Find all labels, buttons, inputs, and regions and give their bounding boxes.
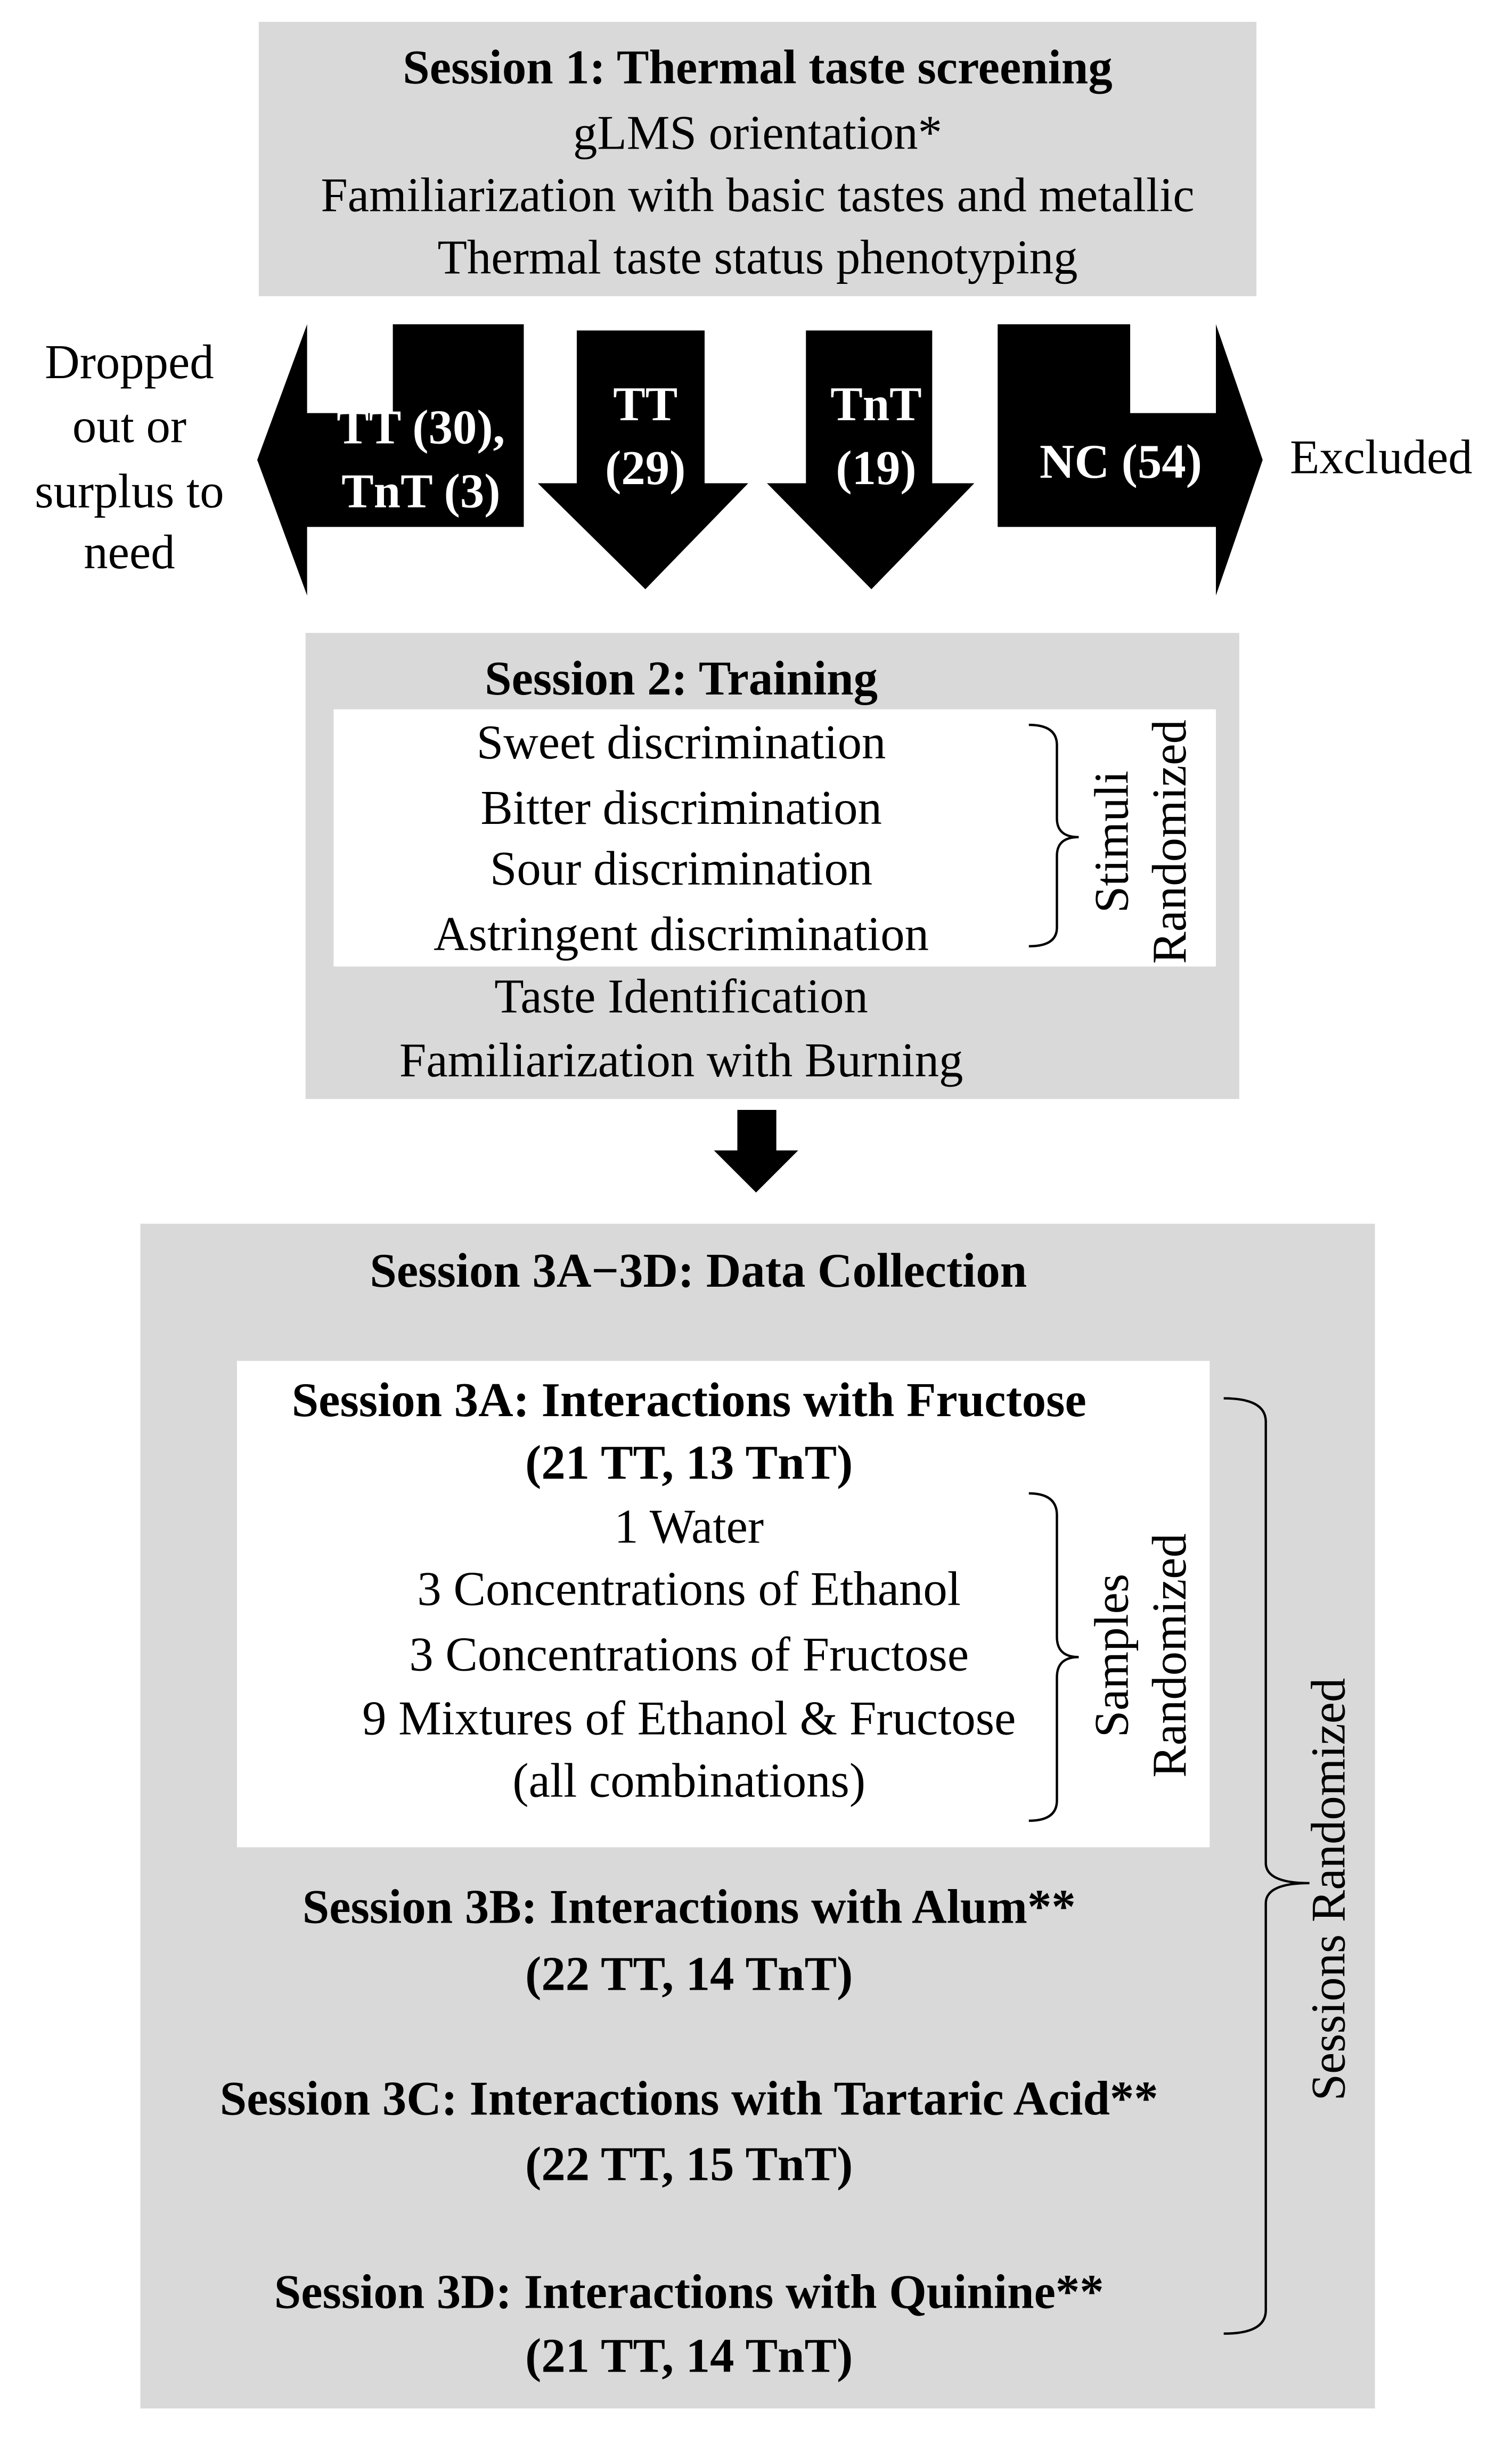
session3d-title: Session 3D: Interactions with Quinine** [274, 2264, 1104, 2319]
session1-title: Session 1: Thermal taste screening [403, 39, 1113, 95]
session3c-title: Session 3C: Interactions with Tartaric Acid** [219, 2071, 1158, 2126]
stimulus-item: Sour discrimination [489, 841, 873, 896]
session1-line: Thermal taste status phenotyping [437, 230, 1078, 285]
dropped-label: Dropped [45, 334, 214, 389]
session2-line: Taste Identification [494, 969, 868, 1024]
stimulus-item: Sweet discrimination [476, 715, 886, 770]
stimuli-brace [1029, 725, 1079, 946]
sessions-brace [1224, 1399, 1310, 2334]
arrow-label: TnT [830, 376, 922, 431]
excluded-label: Excluded [1289, 429, 1473, 484]
samples-brace-label: Randomized [1142, 1533, 1197, 1778]
session1-line: Familiarization with basic tastes and metallic [321, 167, 1195, 223]
session3b-title: Session 3B: Interactions with Alum** [302, 1879, 1076, 1934]
sample-item: 1 Water [614, 1499, 764, 1554]
arrow-label: NC (54) [1040, 434, 1202, 489]
session3c-n: (22 TT, 15 TnT) [525, 2136, 853, 2191]
samples-brace [1029, 1493, 1079, 1821]
session3b-n: (22 TT, 14 TnT) [525, 1946, 853, 2001]
session2-title: Session 2: Training [485, 651, 878, 706]
dropped-label: need [84, 524, 175, 579]
session2-line: Familiarization with Burning [399, 1033, 963, 1088]
arrow-label: (19) [836, 440, 917, 495]
samples-brace-label: Samples [1084, 1573, 1139, 1738]
dropped-label: surplus to [35, 463, 224, 519]
sample-item: 3 Concentrations of Ethanol [417, 1561, 961, 1616]
arrow-label: (29) [605, 440, 686, 495]
sample-item: (all combinations) [512, 1753, 866, 1808]
arrow-label: TnT (3) [341, 463, 501, 519]
session3a-title: Session 3A: Interactions with Fructose [291, 1372, 1086, 1427]
session3-title: Session 3A−3D: Data Collection [370, 1243, 1027, 1298]
stimuli-brace-label: Stimuli [1084, 770, 1139, 913]
session1-line: gLMS orientation* [573, 105, 943, 160]
dropped-label: out or [72, 398, 187, 453]
stimuli-brace-label: Randomized [1142, 720, 1197, 964]
arrow-label: TT (30), [337, 399, 505, 455]
sample-item: 9 Mixtures of Ethanol & Fructose [362, 1690, 1016, 1745]
sample-item: 3 Concentrations of Fructose [409, 1627, 969, 1681]
arrow-label: TT [613, 376, 678, 431]
stimulus-item: Astringent discrimination [434, 906, 929, 961]
session3a-n: (21 TT, 13 TnT) [525, 1435, 853, 1490]
sessions-brace-label: Sessions Randomized [1301, 1678, 1356, 2101]
stimulus-item: Bitter discrimination [480, 780, 882, 835]
session3d-n: (21 TT, 14 TnT) [525, 2328, 853, 2383]
